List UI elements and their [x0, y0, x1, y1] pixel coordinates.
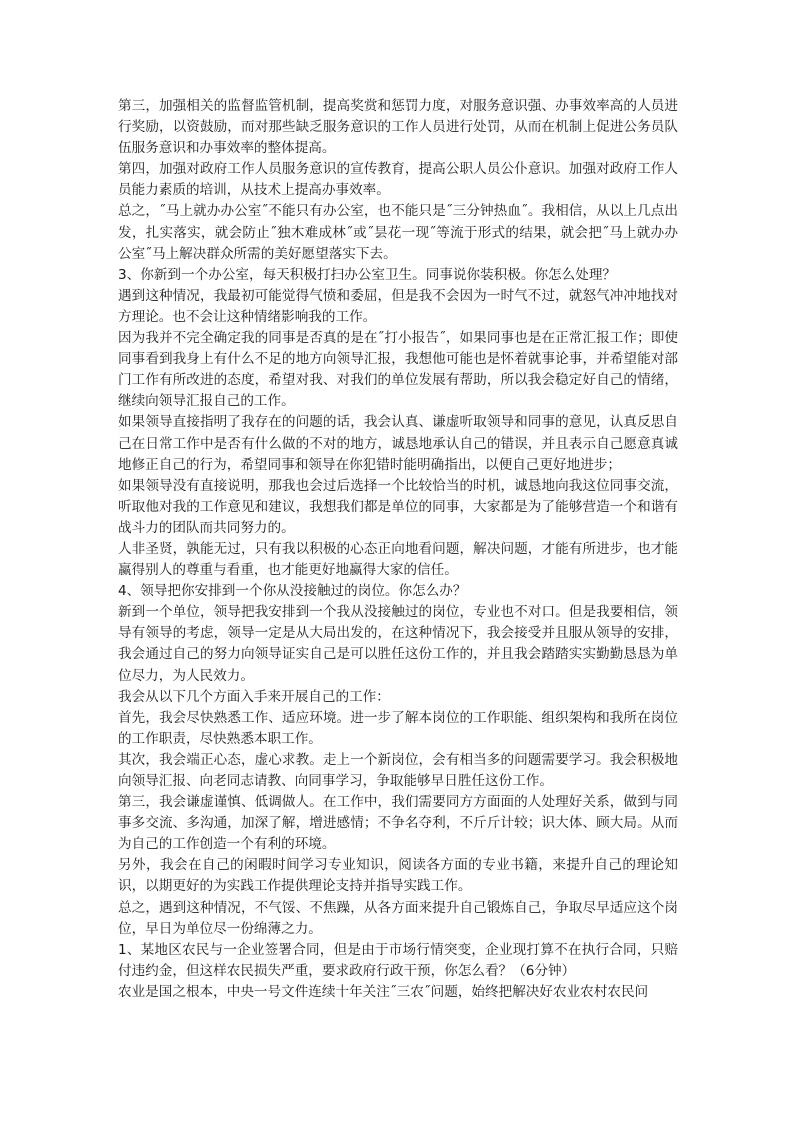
paragraph-conclusion-office: 总之，˝马上就办办公室˝不能只有办公室，也不能只是˝三分钟热血˝。我相信，从以上几点出发，扎实落实，就会防止˝独木难成林˝或˝昙花一现˝等流于形式的结果，就会把˝马上就办办公室˝马上解决群众所需的美好愿望落实下去。: [118, 203, 678, 262]
paragraph-q4-first: 首先，我会尽快熟悉工作、适应环境。进一步了解本岗位的工作职能、组织架构和我所在岗位的工作职责，尽快熟悉本职工作。: [118, 709, 678, 747]
paragraph-q1-response: 农业是国之根本，中央一号文件连续十年关注˝三农˝问题，始终把解决好农业农村农民问: [118, 983, 649, 1000]
question-3-heading: 3、你新到一个办公室，每天积极打扫办公室卫生。同事说你装积极。你怎么处理？: [118, 266, 617, 283]
document-page: [118, 96, 678, 1003]
question-1-heading: 1、某地区农民与一企业签署合同，但是由于市场行情突变，企业现打算不在执行合同，只赔付违约金，但这样农民损失严重，要求政府行政干预，你怎么看？（6分钟）: [118, 941, 678, 979]
paragraph-q4-intro: 我会从以下几个方面入手来开展自己的工作：: [118, 688, 390, 705]
paragraph-q3-indirect: 如果领导没有直接说明，那我也会过后选择一个比较恰当的时机，诚恳地向我这位同事交流，听取他对我的工作意见和建议，我想我们都是单位的同事，大家都是为了能够营造一个和谐有战斗力的团队而共同努力的。: [118, 477, 678, 536]
paragraph-q3-conclusion: 人非圣贤，孰能无过，只有我以积极的心态正向地看问题，解决问题，才能有所进步，也才能赢得别人的尊重与看重，也才能更好地赢得大家的信任。: [118, 540, 678, 579]
paragraph-supervision: 第三，加强相关的监督监管机制，提高奖赏和惩罚力度，对服务意识强、办事效率高的人员进行奖励，以资鼓励，而对那些缺乏服务意识的工作人员进行处罚，从而在机制上促进公务员队伍服务意识和办事效率的整体提高。: [118, 98, 678, 157]
paragraph-q4-conclusion: 总之，遇到这种情况，不气馁、不焦躁，从各方面来提升自己锻炼自己，争取尽早适应这个岗位，早日为单位尽一份绵薄之力。: [118, 899, 678, 937]
paragraph-q3-reason: 因为我并不完全确定我的同事是否真的是在˝打小报告˝，如果同事也是在正常汇报工作；即使同事看到我身上有什么不足的地方向领导汇报，我想他可能也是怀着就事论事，并希望能对部门工作有所改进的态度，希望对我、对我们的单位发展有帮助，所以我会稳定好自己的情绪，继续向领导汇报自己的工作。: [118, 330, 678, 410]
paragraph-q4-third: 第三，我会谦虚谨慎、低调做人。在工作中，我们需要同方方面面的人处理好关系，做到与同事多交流、多沟通，加深了解，增进感情；不争名夺利，不斤斤计较；识大体、顾大局。从而为自己的工作创造一个有利的环境。: [118, 794, 678, 853]
paragraph-q3-direct: 如果领导直接指明了我存在的问题的话，我会认真、谦虚听取领导和同事的意见，认真反思自己在日常工作中是否有什么做的不对的地方，诚恳地承认自己的错误，并且表示自己愿意真诚地修正自己的行为，希望同事和领导在你犯错时能明确指出，以便自己更好地进步；: [118, 414, 678, 473]
paragraph-q3-response: 遇到这种情况，我最初可能觉得气愤和委屈，但是我不会因为一时气不过，就怒气冲冲地找对方理论。也不会让这种情绪影响我的工作。: [118, 287, 678, 325]
paragraph-q4-second: 其次，我会端正心态，虚心求教。走上一个新岗位，会有相当多的问题需要学习。我会积极地向领导汇报、向老同志请教、向同事学习，争取能够早日胜任这份工作。: [118, 751, 678, 789]
question-4-heading: 4、领导把你安排到一个你从没接触过的岗位。你怎么办？: [118, 583, 467, 600]
paragraph-publicity: 第四，加强对政府工作人员服务意识的宣传教育，提高公职人员公仆意识。加强对政府工作人员能力素质的培训，从技术上提高办事效率。: [118, 161, 678, 199]
paragraph-q4-additional: 另外，我会在自己的闲暇时间学习专业知识，阅读各方面的专业书籍，来提升自己的理论知识，以期更好的为实践工作提供理论支持并指导实践工作。: [118, 857, 678, 895]
paragraph-q4-response: 新到一个单位，领导把我安排到一个我从没接触过的岗位，专业也不对口。但是我要相信，领导有领导的考虑，领导一定是从大局出发的，在这种情况下，我会接受并且服从领导的安排，我会通过自己的努力向领导证实自己是可以胜任这份工作的，并且我会踏踏实实勤勤恳恳为单位尽力，为人民效力。: [118, 604, 678, 684]
